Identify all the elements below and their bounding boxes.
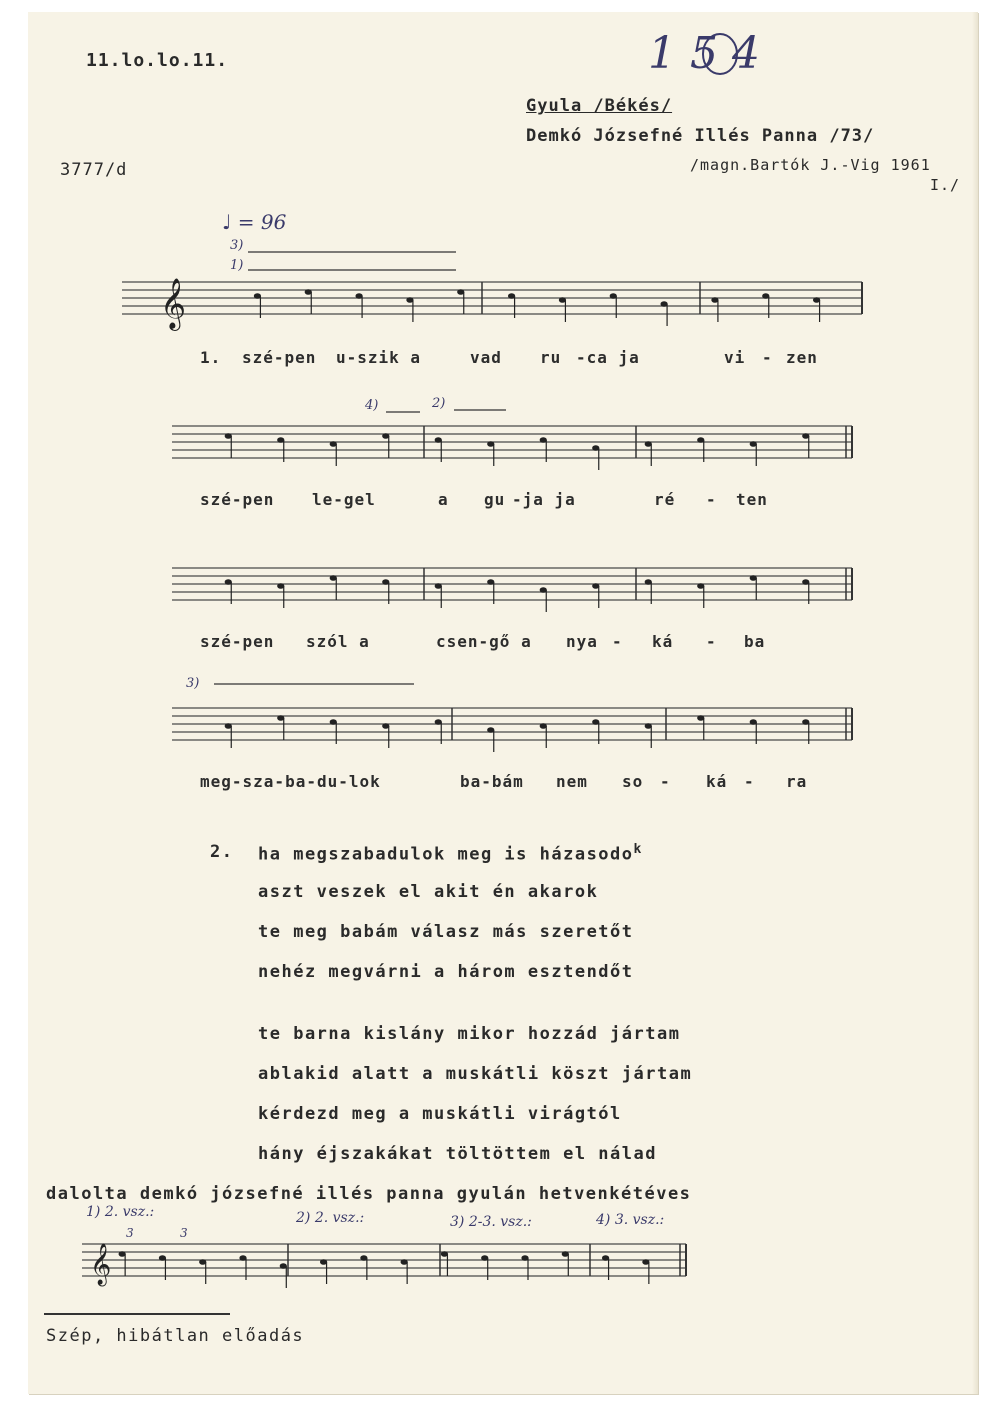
archive-number-text: 1 5 4 bbox=[648, 28, 760, 79]
variant-label: 4) 3. vsz.: bbox=[596, 1212, 665, 1228]
lyric-syllable: ra bbox=[786, 772, 808, 791]
lyric-syllable: - bbox=[660, 772, 671, 791]
lyric-syllable: le-gel bbox=[312, 490, 376, 509]
place-text: Gyula /Békés/ bbox=[526, 96, 673, 116]
lyric-syllable: szé-pen bbox=[242, 348, 317, 367]
lyric-syllable: nem bbox=[556, 772, 588, 791]
treble-clef-icon: 𝄞 bbox=[90, 1244, 112, 1285]
lyric-syllable: csen-gő a bbox=[436, 632, 532, 651]
performer: Demkó Józsefné Illés Panna /73/ bbox=[526, 126, 875, 146]
verse-line: te meg babám válasz más szeretőt bbox=[258, 922, 634, 942]
verse-line: ablakid alatt a muskátli köszt jártam bbox=[258, 1064, 693, 1084]
recording-info: /magn.Bartók J.-Vig 1961 bbox=[690, 156, 931, 174]
lyric-syllable: szé-pen bbox=[200, 490, 275, 509]
variant-label: 2) 2. vsz.: bbox=[296, 1210, 365, 1226]
lyric-syllable: so bbox=[622, 772, 644, 791]
lyric-syllable: szól a bbox=[306, 632, 370, 651]
footnote-mark: 2) bbox=[432, 396, 446, 411]
lyric-syllable: ré bbox=[654, 490, 676, 509]
lyric-syllable: ten bbox=[736, 490, 768, 509]
lyric-syllable: nya bbox=[566, 632, 598, 651]
performance-comment: Szép, hibátlan előadás bbox=[46, 1326, 305, 1346]
lyric-syllable: ru bbox=[540, 348, 562, 367]
footnote-mark bbox=[186, 676, 199, 691]
divider-line bbox=[44, 1313, 230, 1315]
footnote-mark-text: 3) bbox=[186, 676, 200, 691]
lyric-syllable: ká bbox=[652, 632, 674, 651]
triplet-mark: 3 bbox=[126, 1226, 134, 1240]
verse-line: nehéz megvárni a három esztendőt bbox=[258, 962, 634, 982]
lyric-syllable: meg-sza-ba-du-lok bbox=[200, 772, 381, 791]
lyric-syllable: u-szik a bbox=[336, 348, 422, 367]
lyric-syllable: szé-pen bbox=[200, 632, 275, 651]
lyric-syllable: zen bbox=[786, 348, 818, 367]
footnote-mark: 4) bbox=[365, 398, 379, 413]
lyric-syllable: -ja ja bbox=[512, 490, 576, 509]
superscript-k: k bbox=[633, 842, 643, 857]
lyric-syllable: vad bbox=[470, 348, 502, 367]
lyric-syllable: vi bbox=[724, 348, 746, 367]
footnote-mark: 1) bbox=[230, 258, 244, 273]
tempo-marking: ♩ = 96 bbox=[222, 210, 287, 234]
recording-info-2: I./ bbox=[930, 176, 961, 194]
variant-label: 1) 2. vsz.: bbox=[86, 1204, 155, 1220]
verse-line: kérdezd meg a muskátli virágtól bbox=[258, 1104, 622, 1124]
lyric-syllable: a bbox=[438, 490, 449, 509]
sung-by-note: dalolta demkó józsefné illés panna gyulán hetvenkétéves bbox=[46, 1184, 692, 1204]
verse-line: hány éjszakákat töltöttem el nálad bbox=[258, 1144, 657, 1164]
lyric-syllable: - bbox=[612, 632, 623, 651]
lyric-syllable: gu bbox=[484, 490, 506, 509]
lyric-syllable: - bbox=[762, 348, 773, 367]
verse-number-2: 2. bbox=[210, 842, 234, 862]
variant-label: 3) 2-3. vsz.: bbox=[450, 1214, 532, 1230]
treble-clef-icon: 𝄞 bbox=[160, 278, 187, 329]
lyric-syllable: ba bbox=[744, 632, 766, 651]
date-code: 11.lo.lo.11. bbox=[86, 50, 229, 71]
id-number: 3777/d bbox=[60, 160, 128, 180]
triplet-mark: 3 bbox=[180, 1226, 188, 1240]
lyric-syllable: -ca ja bbox=[576, 348, 640, 367]
lyric-syllable: - bbox=[706, 632, 717, 651]
lyric-syllable: ba-bám bbox=[460, 772, 524, 791]
footnote-mark: 3) bbox=[230, 238, 244, 253]
verse-number-1: 1. bbox=[200, 348, 222, 367]
lyric-syllable: ká bbox=[706, 772, 728, 791]
lyric-syllable: - bbox=[706, 490, 717, 509]
verse-line: te barna kislány mikor hozzád jártam bbox=[258, 1024, 681, 1044]
verse-line bbox=[258, 842, 643, 865]
verse-line-text: ha megszabadulok meg is házasodo bbox=[258, 844, 634, 865]
lyric-syllable: - bbox=[744, 772, 755, 791]
verse-line: aszt veszek el akit én akarok bbox=[258, 882, 599, 902]
